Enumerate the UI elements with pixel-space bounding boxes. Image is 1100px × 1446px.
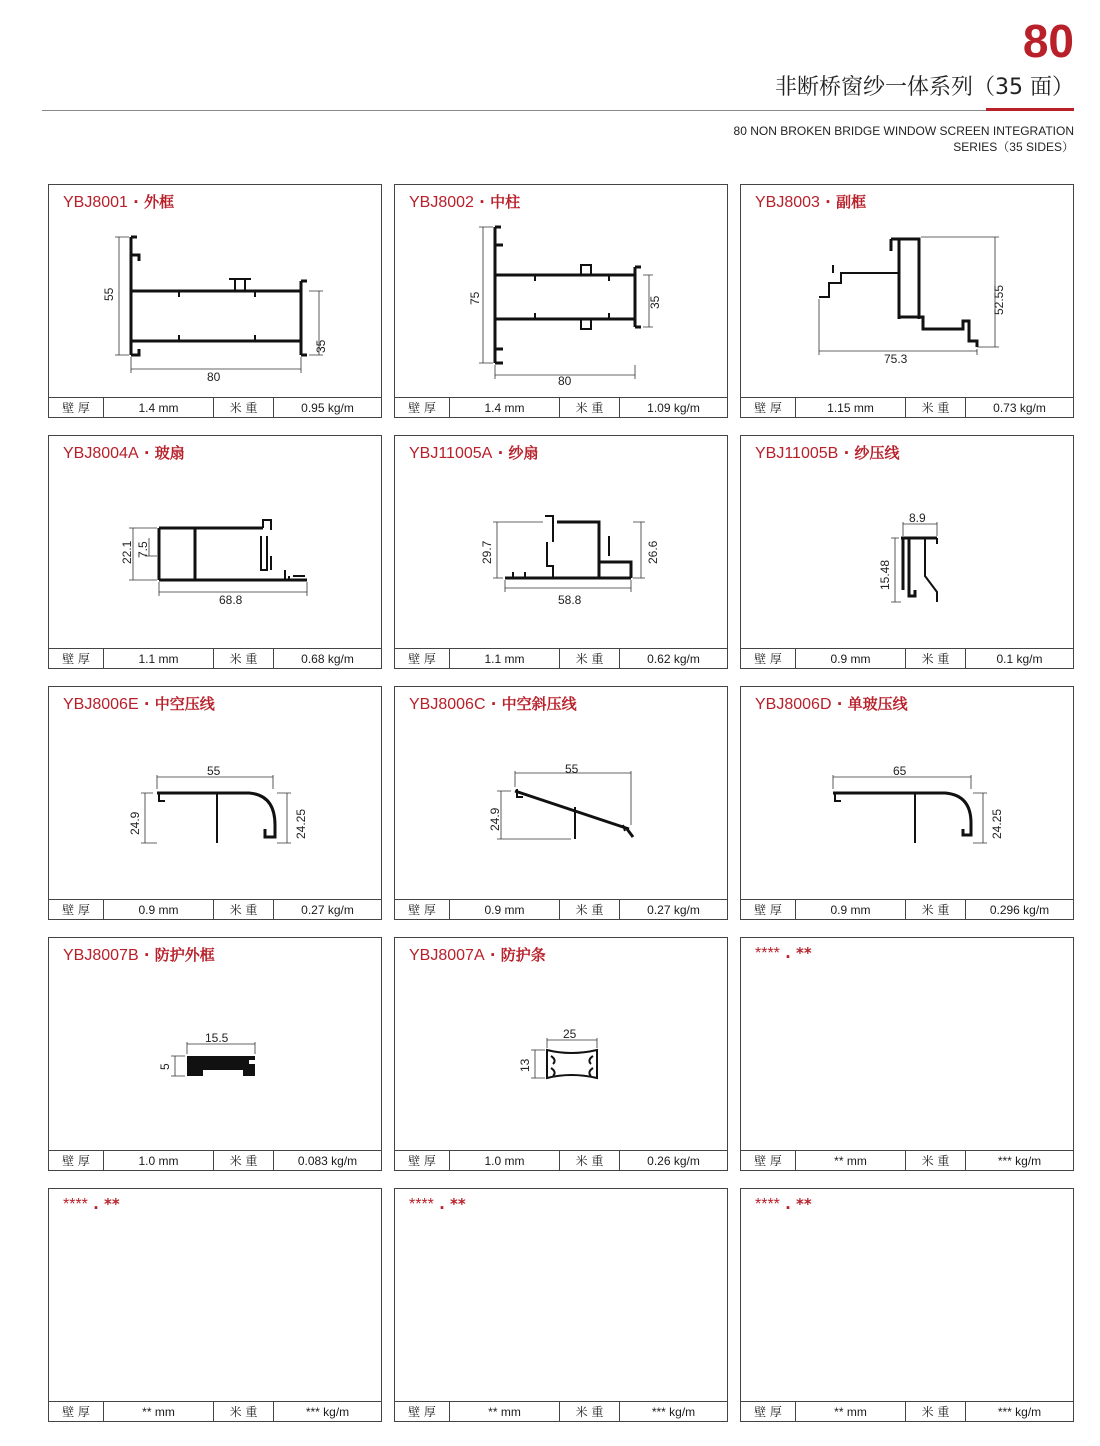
dim-label: 24.9 bbox=[488, 807, 502, 831]
profile-name: . ** bbox=[93, 1195, 120, 1213]
profile-code: YBJ8004A bbox=[63, 445, 139, 462]
spec-row bbox=[395, 1401, 727, 1421]
thickness-value: 1.15 mm bbox=[796, 398, 906, 417]
spec-row bbox=[741, 1150, 1073, 1170]
series-title-en-line1: 80 NON BROKEN BRIDGE WINDOW SCREEN INTEGRATION bbox=[733, 124, 1074, 138]
dim-label: 52.55 bbox=[992, 284, 1006, 315]
profile-name: . ** bbox=[439, 1195, 466, 1213]
single-glass-bead-profile-icon bbox=[741, 717, 1073, 899]
sub-frame-profile-icon bbox=[741, 215, 1073, 397]
weight-value: *** kg/m bbox=[997, 1153, 1042, 1168]
weight-label: 米 重 bbox=[906, 649, 966, 668]
profile-title bbox=[755, 442, 899, 463]
thickness-label: 壁 厚 bbox=[741, 649, 796, 668]
screen-sash-profile-icon bbox=[395, 466, 727, 648]
spec-row bbox=[741, 397, 1073, 417]
profile-title bbox=[409, 944, 546, 965]
profile-code: **** bbox=[409, 1196, 434, 1213]
weight-label: 米 重 bbox=[560, 1402, 620, 1421]
profile-title bbox=[755, 693, 908, 714]
weight-label: 米 重 bbox=[214, 900, 274, 919]
thickness-label: 壁 厚 bbox=[395, 1402, 450, 1421]
dim-label: 80 bbox=[558, 374, 572, 388]
weight-value: *** kg/m bbox=[651, 1404, 696, 1419]
thickness-value: 0.9 mm bbox=[104, 900, 214, 919]
weight-label: 米 重 bbox=[560, 1151, 620, 1170]
profile-title bbox=[409, 693, 577, 714]
weight-label: 米 重 bbox=[906, 1151, 966, 1170]
thickness-label: 壁 厚 bbox=[49, 1402, 104, 1421]
spec-row bbox=[395, 1150, 727, 1170]
weight-label: 米 重 bbox=[214, 1402, 274, 1421]
weight-label: 米 重 bbox=[214, 398, 274, 417]
weight-label: 米 重 bbox=[906, 1402, 966, 1421]
profile-name: · 防护外框 bbox=[143, 946, 215, 964]
profile-card-ybj8004a bbox=[48, 435, 382, 669]
profile-card-ybj8006c bbox=[394, 686, 728, 920]
weight-label: 米 重 bbox=[560, 398, 620, 417]
thickness-label: 壁 厚 bbox=[395, 398, 450, 417]
dim-label: 8.9 bbox=[909, 511, 926, 525]
dim-label: 5 bbox=[158, 1063, 172, 1070]
dim-label: 15.5 bbox=[205, 1031, 229, 1045]
profile-card-ybj8006d bbox=[740, 686, 1074, 920]
profile-code: **** bbox=[63, 1196, 88, 1213]
spec-row bbox=[49, 1150, 381, 1170]
weight-label: 米 重 bbox=[560, 900, 620, 919]
dim-label: 58.8 bbox=[558, 593, 582, 607]
thickness-label: 壁 厚 bbox=[741, 900, 796, 919]
spec-row bbox=[49, 1401, 381, 1421]
dim-label: 55 bbox=[565, 762, 579, 776]
thickness-value: 1.0 mm bbox=[104, 1151, 214, 1170]
guard-strip-profile-icon bbox=[395, 968, 727, 1150]
profile-card-ybj8007a bbox=[394, 937, 728, 1171]
profile-card-ybj8007b bbox=[48, 937, 382, 1171]
profile-name: . ** bbox=[785, 1195, 812, 1213]
thickness-label: 壁 厚 bbox=[395, 649, 450, 668]
series-title-en-line2: SERIES（35 SIDES） bbox=[953, 140, 1074, 154]
dim-label: 68.8 bbox=[219, 593, 243, 607]
thickness-label: 壁 厚 bbox=[49, 649, 104, 668]
profile-card-placeholder bbox=[394, 1188, 728, 1422]
weight-value: 0.1 kg/m bbox=[996, 651, 1043, 666]
profile-name: · 中空斜压线 bbox=[490, 695, 577, 713]
glass-sash-profile-icon bbox=[49, 466, 381, 648]
dim-label: 75.3 bbox=[884, 352, 908, 366]
profile-code: YBJ11005B bbox=[755, 445, 839, 462]
profile-title bbox=[63, 442, 185, 463]
profile-title bbox=[63, 944, 215, 965]
weight-label: 米 重 bbox=[560, 649, 620, 668]
thickness-value: 1.1 mm bbox=[450, 649, 560, 668]
spec-row bbox=[49, 899, 381, 919]
mullion-profile-icon bbox=[395, 215, 727, 397]
dim-label: 25 bbox=[563, 1027, 577, 1041]
profile-code: **** bbox=[755, 945, 780, 962]
weight-value: 0.26 kg/m bbox=[647, 1153, 700, 1168]
weight-label: 米 重 bbox=[906, 398, 966, 417]
profile-name: . ** bbox=[785, 944, 812, 962]
thickness-label: 壁 厚 bbox=[741, 398, 796, 417]
thickness-label: 壁 厚 bbox=[395, 1151, 450, 1170]
profile-card-ybj11005a bbox=[394, 435, 728, 669]
weight-value: 0.68 kg/m bbox=[301, 651, 354, 666]
dim-label: 80 bbox=[207, 370, 221, 384]
profile-name: · 中柱 bbox=[479, 193, 521, 211]
dim-label: 35 bbox=[314, 339, 328, 353]
frame-profile-icon bbox=[49, 215, 381, 397]
profile-name: · 纱扇 bbox=[497, 444, 539, 462]
slanted-bead-profile-icon bbox=[395, 717, 727, 899]
profile-name: · 单玻压线 bbox=[836, 695, 908, 713]
weight-label: 米 重 bbox=[214, 649, 274, 668]
weight-value: 0.62 kg/m bbox=[647, 651, 700, 666]
profile-code: YBJ8003 bbox=[755, 194, 820, 211]
profile-code: YBJ8007B bbox=[63, 947, 139, 964]
weight-value: 0.73 kg/m bbox=[993, 400, 1046, 415]
weight-value: *** kg/m bbox=[997, 1404, 1042, 1419]
profile-card-ybj11005b bbox=[740, 435, 1074, 669]
profile-title bbox=[755, 1195, 812, 1214]
thickness-value: ** mm bbox=[796, 1402, 906, 1421]
profile-title bbox=[63, 191, 174, 212]
dim-label: 35 bbox=[648, 295, 662, 309]
profile-name: · 中空压线 bbox=[143, 695, 215, 713]
dim-label: 7.5 bbox=[136, 541, 150, 558]
weight-value: 0.27 kg/m bbox=[647, 902, 700, 917]
thickness-value: ** mm bbox=[450, 1402, 560, 1421]
profile-code: YBJ8001 bbox=[63, 194, 128, 211]
profile-title bbox=[63, 1195, 120, 1214]
thickness-value: 1.4 mm bbox=[104, 398, 214, 417]
weight-value: 0.27 kg/m bbox=[301, 902, 354, 917]
profile-card-ybj8006e bbox=[48, 686, 382, 920]
spec-row bbox=[395, 648, 727, 668]
thickness-label: 壁 厚 bbox=[49, 1151, 104, 1170]
profile-name: · 副框 bbox=[825, 193, 867, 211]
weight-label: 米 重 bbox=[906, 900, 966, 919]
profile-code: YBJ8006E bbox=[63, 696, 139, 713]
profile-title bbox=[63, 693, 215, 714]
thickness-value: 0.9 mm bbox=[796, 649, 906, 668]
thickness-label: 壁 厚 bbox=[395, 900, 450, 919]
dim-label: 24.25 bbox=[990, 808, 1004, 839]
profile-card-ybj8003 bbox=[740, 184, 1074, 418]
weight-value: 0.296 kg/m bbox=[989, 902, 1050, 917]
dim-label: 55 bbox=[102, 287, 116, 301]
profile-title bbox=[755, 191, 866, 212]
spec-row bbox=[49, 397, 381, 417]
spec-row bbox=[741, 648, 1073, 668]
thickness-value: 0.9 mm bbox=[450, 900, 560, 919]
dim-label: 55 bbox=[207, 764, 221, 778]
guard-frame-profile-icon bbox=[49, 968, 381, 1150]
hollow-bead-profile-icon bbox=[49, 717, 381, 899]
dim-label: 24.25 bbox=[294, 808, 308, 839]
thickness-value: ** mm bbox=[104, 1402, 214, 1421]
spec-row bbox=[741, 899, 1073, 919]
profile-code: YBJ8006C bbox=[409, 696, 486, 713]
profile-title bbox=[409, 442, 538, 463]
profile-title bbox=[409, 1195, 466, 1214]
profile-name: · 玻扇 bbox=[143, 444, 185, 462]
profile-card-ybj8001 bbox=[48, 184, 382, 418]
dim-label: 75 bbox=[468, 291, 482, 305]
thickness-value: 1.1 mm bbox=[104, 649, 214, 668]
profile-card-ybj8002 bbox=[394, 184, 728, 418]
profile-name: · 纱压线 bbox=[843, 444, 900, 462]
weight-value: *** kg/m bbox=[305, 1404, 350, 1419]
weight-label: 米 重 bbox=[214, 1151, 274, 1170]
profile-card-placeholder bbox=[48, 1188, 382, 1422]
spec-row bbox=[741, 1401, 1073, 1421]
weight-value: 1.09 kg/m bbox=[647, 400, 700, 415]
profile-code: YBJ8002 bbox=[409, 194, 474, 211]
series-title-en bbox=[734, 123, 1074, 155]
weight-value: 0.95 kg/m bbox=[301, 400, 354, 415]
profile-name: · 防护条 bbox=[489, 946, 546, 964]
header-rule bbox=[42, 110, 1074, 111]
spec-row bbox=[395, 899, 727, 919]
thickness-value: 1.0 mm bbox=[450, 1151, 560, 1170]
thickness-label: 壁 厚 bbox=[741, 1151, 796, 1170]
thickness-label: 壁 厚 bbox=[741, 1402, 796, 1421]
dim-label: 26.6 bbox=[646, 540, 660, 564]
dim-label: 22.1 bbox=[120, 540, 134, 564]
thickness-value: ** mm bbox=[796, 1151, 906, 1170]
screen-bead-profile-icon bbox=[741, 466, 1073, 648]
profile-card-placeholder bbox=[740, 1188, 1074, 1422]
profile-code: YBJ11005A bbox=[409, 445, 493, 462]
header-accent-bar bbox=[986, 108, 1074, 111]
profile-code: YBJ8007A bbox=[409, 947, 485, 964]
weight-value: 0.083 kg/m bbox=[297, 1153, 358, 1168]
profile-card-placeholder bbox=[740, 937, 1074, 1171]
profile-title bbox=[755, 944, 812, 963]
thickness-label: 壁 厚 bbox=[49, 900, 104, 919]
dim-label: 29.7 bbox=[480, 540, 494, 564]
thickness-value: 1.4 mm bbox=[450, 398, 560, 417]
thickness-value: 0.9 mm bbox=[796, 900, 906, 919]
profile-title bbox=[409, 191, 520, 212]
profile-code: YBJ8006D bbox=[755, 696, 832, 713]
spec-row bbox=[49, 648, 381, 668]
thickness-label: 壁 厚 bbox=[49, 398, 104, 417]
profile-code: **** bbox=[755, 1196, 780, 1213]
page-number: 80 bbox=[1022, 15, 1074, 67]
dim-label: 13 bbox=[518, 1058, 532, 1072]
series-title-cn: 非断桥窗纱一体系列（35 面） bbox=[775, 75, 1074, 100]
spec-row bbox=[395, 397, 727, 417]
dim-label: 24.9 bbox=[128, 811, 142, 835]
dim-label: 65 bbox=[893, 764, 907, 778]
dim-label: 15.48 bbox=[878, 559, 892, 590]
profile-name: · 外框 bbox=[133, 193, 175, 211]
